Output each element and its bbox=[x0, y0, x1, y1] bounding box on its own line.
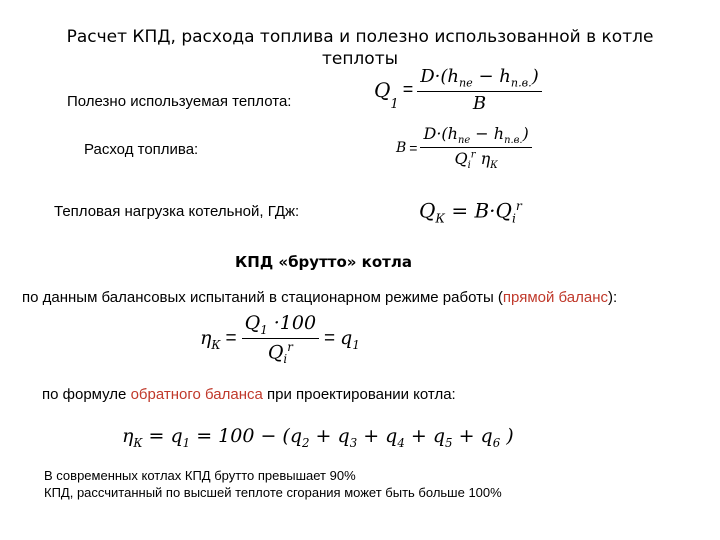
useful-heat-formula: Q 1 = $\frac{D\cdot(h_{пе} - h_{п.в.})}{B}$ bbox=[374, 66, 542, 114]
kpd-brutto-heading: КПД «брутто» котла bbox=[235, 253, 412, 271]
direct-balance-post: ): bbox=[608, 289, 618, 306]
direct-balance-text bbox=[22, 289, 617, 306]
heat-load-formula: $Q_К = B\cdot Q_i^r$ bbox=[419, 198, 522, 226]
note-kpd-higher-heat: КПД, рассчитанный по высшей теплоте сгорания может быть больше 100% bbox=[44, 485, 502, 500]
fuel-consumption-label: Расход топлива: bbox=[84, 141, 199, 158]
heat-load-label: Тепловая нагрузка котельной, ГДж: bbox=[54, 203, 300, 220]
note-kpd-modern: В современных котлах КПД брутто превышает 90% bbox=[44, 468, 356, 483]
reverse-balance-pre: по формуле bbox=[42, 386, 131, 403]
reverse-balance-term: обратного баланса bbox=[130, 386, 263, 403]
reverse-balance-post: при проектировании котла: bbox=[262, 386, 456, 403]
page-title-line2: теплоты bbox=[321, 49, 399, 69]
direct-balance-formula: $\eta_К$ = $\frac{Q_1 \cdot 100}{Q_i^r}$ = $q_1$ bbox=[200, 312, 360, 366]
fuel-consumption-formula: B = $\frac{D\cdot(h_{пе} - h_{п.в.})}{Q_i^r \eta_К}$ bbox=[396, 124, 532, 171]
reverse-balance-formula: $\eta_К = q_1 = 100 - (q_2 + q_3 + q_4 + q_5 + q_6$ ) bbox=[122, 425, 514, 450]
useful-heat-label: Полезно используемая теплота: bbox=[67, 93, 292, 110]
page-title-line1: Расчет КПД, расхода топлива и полезно использованной в котле bbox=[66, 27, 654, 47]
reverse-balance-text bbox=[42, 386, 456, 403]
direct-balance-term: прямой баланс bbox=[502, 289, 609, 306]
direct-balance-pre: по данным балансовых испытаний в стационарном режиме работы ( bbox=[22, 289, 503, 306]
